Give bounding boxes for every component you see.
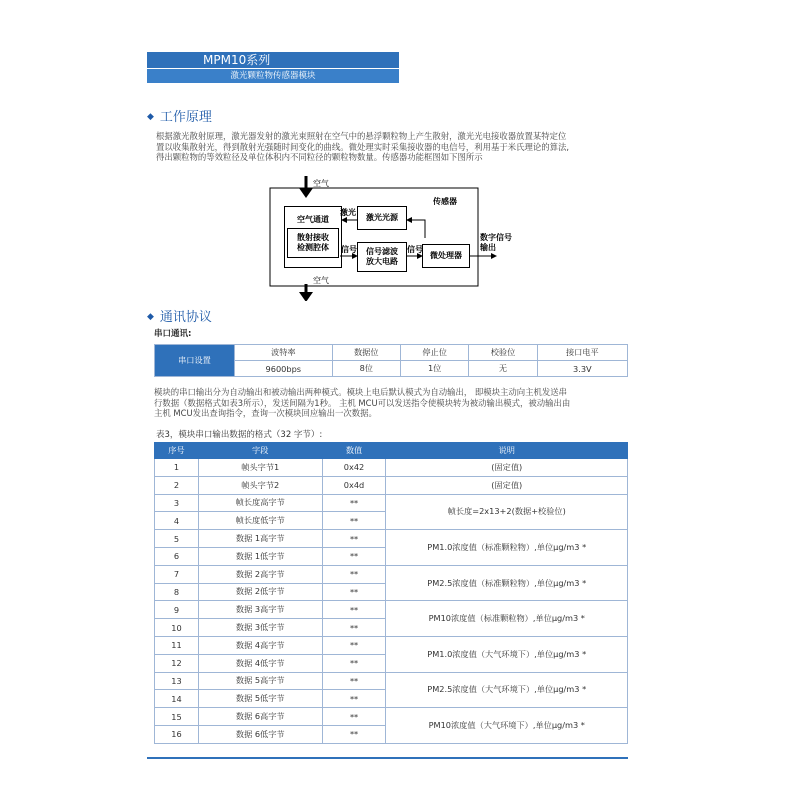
table-cell: 9	[155, 601, 199, 619]
description-cell: PM2.5浓度值（标准颗粒物）,单位μg/m3 *	[386, 565, 628, 601]
description-cell: (固定值)	[386, 459, 628, 477]
table-cell: 校验位	[469, 345, 537, 361]
table-cell: 数据 6低字节	[198, 725, 322, 743]
table-cell: 0x42	[322, 459, 386, 477]
table-cell: 数据 4高字节	[198, 636, 322, 654]
output-table-body	[155, 459, 628, 744]
diamond-bullet-icon: ◆	[147, 312, 154, 322]
table-row	[155, 476, 628, 494]
sensor-label: 传感器	[433, 197, 457, 206]
table-cell: 帧头字节2	[198, 476, 322, 494]
table-row	[155, 601, 628, 619]
table-cell: 数据 3高字节	[198, 601, 322, 619]
table-cell: **	[322, 565, 386, 583]
table-cell: 数据 5高字节	[198, 672, 322, 690]
table-cell: 数据位	[332, 345, 400, 361]
table-cell: 4	[155, 512, 199, 530]
footer-divider	[147, 757, 628, 759]
paragraph-line: 主机 MCU发出查询指令，查询一次模块回应输出一次数据。	[154, 408, 377, 418]
scatter-chamber-box: 散射接收 检测腔体	[287, 228, 339, 258]
table-cell: 11	[155, 636, 199, 654]
table-cell: 数据 5低字节	[198, 690, 322, 708]
laser-label: 激光	[340, 208, 356, 217]
serial-settings-header: 串口设置	[155, 345, 235, 377]
table-cell: 13	[155, 672, 199, 690]
air-in-label: 空气	[313, 179, 329, 188]
product-title: MPM10系列	[147, 52, 399, 68]
table-cell: 数据 6高字节	[198, 708, 322, 726]
table-row	[155, 345, 628, 361]
air-out-label: 空气	[313, 276, 329, 285]
output-mode-paragraph	[154, 387, 634, 419]
table-cell: **	[322, 636, 386, 654]
section-title: 通讯协议	[159, 310, 212, 325]
table-cell: 10	[155, 619, 199, 637]
description-cell: (固定值)	[386, 476, 628, 494]
table-row	[155, 494, 628, 512]
table-cell: 数据 2高字节	[198, 565, 322, 583]
table-cell: 帧长度高字节	[198, 494, 322, 512]
table-cell: 15	[155, 708, 199, 726]
table-cell: 停止位	[400, 345, 468, 361]
table-cell: 数据 1低字节	[198, 547, 322, 565]
table-cell: 3	[155, 494, 199, 512]
table-row	[155, 530, 628, 548]
table-cell: 6	[155, 547, 199, 565]
diamond-bullet-icon: ◆	[147, 112, 154, 122]
principle-paragraph	[156, 131, 634, 163]
table-cell: **	[322, 725, 386, 743]
table-cell: 2	[155, 476, 199, 494]
description-cell: 帧长度=2x13+2(数据+校验位)	[386, 494, 628, 530]
table-cell: 7	[155, 565, 199, 583]
description-cell: PM10浓度值（标准颗粒物）,单位μg/m3 *	[386, 601, 628, 637]
column-header: 字段	[198, 443, 322, 459]
table-cell: 8	[155, 583, 199, 601]
product-subtitle: 激光颗粒物传感器模块	[147, 68, 399, 83]
digital-output-label: 数字信号 输出	[480, 233, 512, 252]
table-cell: **	[322, 601, 386, 619]
table-cell: 0x4d	[322, 476, 386, 494]
table-cell: **	[322, 672, 386, 690]
air-channel-label: 空气通道	[297, 215, 329, 224]
table-cell: **	[322, 512, 386, 530]
title-box	[147, 52, 399, 83]
table-cell: **	[322, 530, 386, 548]
output-format-table	[154, 442, 628, 744]
table-row	[155, 459, 628, 477]
description-cell: PM1.0浓度值（大气环境下）,单位μg/m3 *	[386, 636, 628, 672]
table-cell: **	[322, 708, 386, 726]
table-cell: 接口电平	[537, 345, 627, 361]
table-cell: 无	[469, 361, 537, 377]
mcu-box: 微处理器	[422, 244, 470, 268]
paragraph-line: 模块的串口输出分为自动输出和被动输出两种模式。模块上电后默认模式为自动输出， 即模块主动向主机发送串	[154, 387, 568, 397]
column-header: 数值	[322, 443, 386, 459]
signal-label-1: 信号	[341, 245, 357, 254]
description-cell: PM2.5浓度值（大气环境下）,单位μg/m3 *	[386, 672, 628, 708]
table-cell: 1	[155, 459, 199, 477]
table-row	[155, 708, 628, 726]
serial-comm-label: 串口通讯:	[154, 329, 192, 339]
table-cell: 波特率	[235, 345, 333, 361]
table-cell: **	[322, 547, 386, 565]
table-cell: 数据 4低字节	[198, 654, 322, 672]
column-header: 序号	[155, 443, 199, 459]
sensor-block-diagram	[240, 176, 540, 301]
paragraph-line: 行数据（数据格式如表3所示），发送间隔为1秒。 主机 MCU可以发送指令使模块转为被动输出模式，被动输出由	[154, 397, 571, 408]
table-caption: 表3，模块串口输出数据的格式（32 字节）:	[156, 430, 323, 440]
table-cell: 9600bps	[235, 361, 333, 377]
table-header-row	[155, 443, 628, 459]
table-cell: **	[322, 619, 386, 637]
table-cell: 帧头字节1	[198, 459, 322, 477]
filter-amplifier-box: 信号滤波 放大电路	[357, 242, 407, 272]
table-cell: **	[322, 583, 386, 601]
table-cell: 数据 3低字节	[198, 619, 322, 637]
table-cell: 8位	[332, 361, 400, 377]
table-row	[155, 672, 628, 690]
table-cell: **	[322, 690, 386, 708]
table-row	[155, 636, 628, 654]
table-cell: 数据 2低字节	[198, 583, 322, 601]
description-cell: PM10浓度值（大气环境下）,单位μg/m3 *	[386, 708, 628, 744]
table-cell: 16	[155, 725, 199, 743]
column-header: 说明	[386, 443, 628, 459]
description-cell: PM1.0浓度值（标准颗粒物）,单位μg/m3 *	[386, 530, 628, 566]
table-cell: 1位	[400, 361, 468, 377]
paragraph-line: 根据激光散射原理，激光器发射的激光束照射在空气中的悬浮颗粒物上产生散射，激光光电接收器放置某特定位	[156, 131, 567, 141]
section-communication-protocol	[147, 306, 212, 325]
table-cell: 数据 1高字节	[198, 530, 322, 548]
table-cell: **	[322, 494, 386, 512]
table-cell: 14	[155, 690, 199, 708]
section-title: 工作原理	[159, 110, 212, 125]
table-cell: **	[322, 654, 386, 672]
table-cell: 12	[155, 654, 199, 672]
table-cell: 5	[155, 530, 199, 548]
laser-source-box: 激光光源	[357, 206, 407, 230]
paragraph-line: 置以收集散射光，得到散射光强随时间变化的曲线。微处理实时采集接收器的电信号，利用基于米氏理论的算法,	[156, 141, 570, 152]
table-cell: 帧长度低字节	[198, 512, 322, 530]
table-row	[155, 565, 628, 583]
paragraph-line: 得出颗粒物的等效粒径及单位体积内不同粒径的颗粒物数量。传感器功能框图如下图所示	[156, 152, 483, 162]
section-working-principle	[147, 106, 212, 125]
signal-label-2: 信号	[407, 245, 423, 254]
table-cell: 3.3V	[537, 361, 627, 377]
serial-settings-table	[154, 344, 628, 377]
